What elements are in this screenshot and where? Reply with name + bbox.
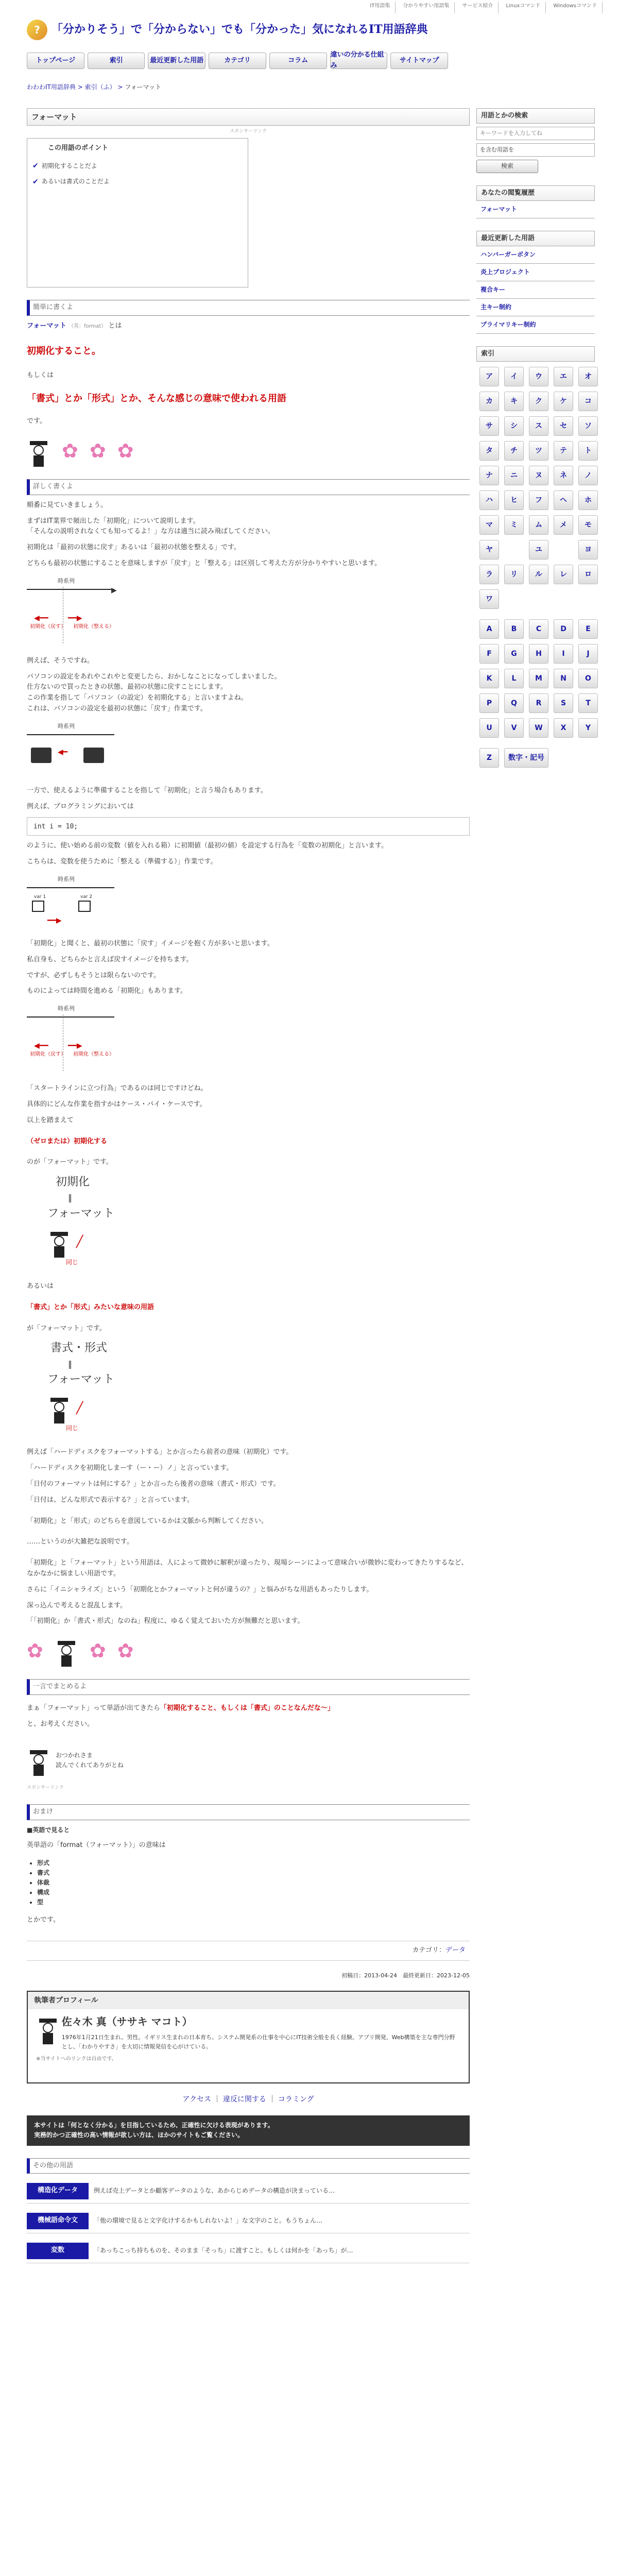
illustration-flowers bbox=[27, 435, 470, 467]
nav-category[interactable]: カテゴリ bbox=[209, 53, 266, 69]
nav-recent[interactable]: 最近更新した用語 bbox=[148, 53, 205, 69]
paragraph: 順番に見ていきましょう。 bbox=[27, 501, 108, 509]
index-key[interactable]: A bbox=[479, 619, 499, 639]
related-item[interactable] bbox=[27, 2239, 470, 2263]
teacher-icon bbox=[47, 1227, 71, 1258]
search-button[interactable]: 検索 bbox=[476, 160, 538, 173]
paragraph: この作業を指して「パソコン（の設定）を初期化する」と言いますよね。 bbox=[27, 694, 248, 702]
nav-difference[interactable]: 違いの分かる仕組み bbox=[330, 53, 388, 69]
timeline-axis bbox=[27, 1016, 114, 1018]
index-key[interactable]: N bbox=[554, 669, 573, 688]
index-key[interactable]: X bbox=[554, 718, 573, 738]
paragraph: 「初期化」と「形式」のどちらを意図しているかは文脈から判断してください。 bbox=[27, 1517, 268, 1525]
sidebar bbox=[476, 108, 595, 773]
arrow-right-icon: ▶ bbox=[111, 586, 117, 595]
paragraph: パソコンの設定をあれやこれやと変更したら、おかしなことになってしまいました。 bbox=[27, 672, 281, 681]
diagram-label: var 1 bbox=[34, 894, 46, 900]
point-text: あるいは書式のことだよ bbox=[41, 178, 110, 185]
term-en: （英：format） bbox=[68, 324, 107, 330]
index-key[interactable]: ニ bbox=[504, 466, 524, 485]
list-item: • 型 bbox=[37, 1897, 470, 1907]
easy-term-line bbox=[27, 321, 470, 332]
footer-link[interactable]: 違反に関する bbox=[222, 2095, 266, 2104]
index-key[interactable]: E bbox=[578, 619, 598, 639]
top-link[interactable]: Windowsコマンド bbox=[553, 2, 603, 13]
diagram-label: 時系列 bbox=[58, 1005, 75, 1012]
index-key[interactable]: ケ bbox=[554, 392, 573, 411]
main-content bbox=[27, 108, 470, 2263]
index-key[interactable]: ホ bbox=[578, 490, 598, 510]
index-key[interactable]: シ bbox=[504, 416, 524, 436]
index-key[interactable]: セ bbox=[554, 416, 573, 436]
paragraph: 「日付のフォーマットは何にする？」とか言ったら後者の意味（書式・形式）です。 bbox=[27, 1480, 280, 1488]
index-key[interactable]: F bbox=[479, 644, 499, 664]
thanks-text: 読んでくれてありがとね bbox=[56, 1761, 124, 1769]
index-key[interactable]: ハ bbox=[479, 490, 499, 510]
diagram-label: 時系列 bbox=[58, 577, 75, 584]
nav-top[interactable]: トップページ bbox=[27, 53, 84, 69]
figure-caption: 同じ bbox=[66, 1259, 79, 1266]
end-text: です。 bbox=[27, 417, 46, 426]
variable-box bbox=[78, 901, 91, 912]
index-key[interactable]: ユ bbox=[529, 540, 548, 560]
top-link[interactable]: Linuxコマンド bbox=[506, 2, 546, 13]
index-key[interactable]: P bbox=[479, 693, 499, 713]
index-key[interactable]: H bbox=[529, 644, 548, 664]
thanks-box bbox=[27, 1745, 470, 1776]
timeline-axis bbox=[27, 887, 114, 888]
index-key[interactable]: I bbox=[554, 644, 573, 664]
index-key[interactable]: ヘ bbox=[554, 490, 573, 510]
teacher-icon bbox=[32, 141, 39, 148]
index-key[interactable]: U bbox=[479, 718, 499, 738]
index-key[interactable]: ネ bbox=[554, 466, 573, 485]
paragraph: ……というのが大雑把な説明です。 bbox=[27, 1538, 133, 1546]
recent-item[interactable]: プライマリキー制約 bbox=[476, 316, 595, 334]
recent-item[interactable]: 複合キー bbox=[476, 281, 595, 299]
list-item: • 構成 bbox=[37, 1888, 470, 1897]
point-text: 初期化することだよ bbox=[41, 162, 97, 170]
index-key[interactable]: タ bbox=[479, 441, 499, 461]
related-text: 「他の環境で見ると文字化けするかもしれないよ！」な文字のこと。もうちょん… bbox=[94, 2217, 323, 2225]
summary-text: まぁ「フォーマット」って単語が出てきたら bbox=[27, 1704, 160, 1712]
breadcrumb-index[interactable]: 索引（ふ） bbox=[84, 83, 116, 91]
index-key[interactable]: チ bbox=[504, 441, 524, 461]
thanks-text: おつかれさま bbox=[56, 1752, 93, 1759]
index-key[interactable]: ラ bbox=[479, 565, 499, 584]
index-key[interactable]: B bbox=[504, 619, 524, 639]
arrow-left-icon: ◀━ bbox=[58, 748, 68, 756]
history-heading: あなたの閲覧履歴 bbox=[476, 185, 595, 201]
author-name: 佐々木 真（ササキ マコト） bbox=[61, 2015, 193, 2028]
index-key[interactable]: リ bbox=[504, 565, 524, 584]
index-key[interactable]: ム bbox=[529, 515, 548, 535]
paragraph: 例えば、プログラミングにおいては bbox=[27, 802, 134, 810]
breadcrumb-home[interactable]: わわわIT用語辞典 bbox=[27, 83, 76, 91]
recent-item[interactable]: 主キー制約 bbox=[476, 299, 595, 316]
search-heading: 用語とかの検索 bbox=[476, 108, 595, 124]
date-line bbox=[27, 1971, 470, 1980]
author-bio: 1976年1月21日生まれ。男性。イギリス生まれの日本育ち。システム開発系の仕事を中心にIT技術全般を長く経験。アプリ開発、Web構築を主な専門分野とし、「わかりやすさ」を大切に情報発信を心がけている。 bbox=[61, 2034, 455, 2050]
paragraph: 「「初期化」か「書式・形式」なのね」程度に、ゆるく覚えておいた方が無難だと思います。 bbox=[27, 1617, 304, 1625]
figure-word: フォーマット bbox=[47, 1373, 115, 1386]
index-key[interactable]: ク bbox=[529, 392, 548, 411]
teacher-icon bbox=[27, 1745, 50, 1776]
summary-highlight: 「初期化すること、もしくは「書式」のことなんだな〜」 bbox=[160, 1704, 334, 1712]
paragraph: 仕方ないので買ったときの状態、最初の状態に戻すことにします。 bbox=[27, 683, 227, 691]
page-title: フォーマット bbox=[27, 108, 470, 126]
index-key[interactable]: ヌ bbox=[529, 466, 548, 485]
extra-subheading: ■英語で見ると bbox=[27, 1826, 70, 1834]
notice-text: 実務的かつ正確性の高い情報が欲しい方は、ほかのサイトもご覧ください。 bbox=[34, 2131, 244, 2139]
index-key[interactable]: レ bbox=[554, 565, 573, 584]
paragraph: 深っ込んで考えると混乱します。 bbox=[27, 1601, 127, 1609]
recent-heading: 最近更新した用語 bbox=[476, 231, 595, 246]
nav-sitemap[interactable]: サイトマップ bbox=[390, 53, 448, 69]
kana-index-grid bbox=[476, 362, 595, 614]
index-key[interactable]: ト bbox=[578, 441, 598, 461]
category-link[interactable]: データ bbox=[445, 1946, 466, 1955]
nav-column[interactable]: コラム bbox=[269, 53, 327, 69]
index-key[interactable]: ヨ bbox=[578, 540, 598, 560]
diagram-label: 初期化（戻す） bbox=[30, 1052, 66, 1058]
category-line bbox=[27, 1941, 470, 1961]
recent-item[interactable]: 炎上プロジェクト bbox=[476, 264, 595, 281]
diagram-label: 時系列 bbox=[58, 875, 75, 883]
diagram-label: var 2 bbox=[80, 894, 93, 900]
created-date: 初稿日：2013-04-24 bbox=[341, 1972, 398, 1979]
history-item[interactable]: フォーマット bbox=[476, 201, 595, 218]
timeline-axis bbox=[27, 589, 114, 590]
index-key[interactable]: マ bbox=[479, 515, 499, 535]
section-heading-detail: 詳しく書くよ bbox=[27, 479, 470, 495]
summary-line bbox=[27, 1703, 470, 1714]
index-key[interactable]: G bbox=[504, 644, 524, 664]
diagram-label: 初期化（整える） bbox=[73, 623, 114, 630]
index-key[interactable]: ス bbox=[529, 416, 548, 436]
check-icon: ✔ bbox=[32, 162, 39, 171]
section-heading-easy: 簡単に書くよ bbox=[27, 300, 470, 316]
illustration-flowers bbox=[27, 1635, 470, 1667]
related-text: 例えば売上データとか顧客データのような、あからじめデータの構造が決まっている… bbox=[94, 2187, 335, 2195]
related-tag[interactable]: 機械語命令文 bbox=[27, 2213, 89, 2229]
flower-icon: ✿ bbox=[62, 439, 78, 463]
point-item bbox=[32, 160, 243, 172]
author-avatar bbox=[36, 2013, 54, 2044]
list-item: • 書式 bbox=[37, 1868, 470, 1878]
equals-icon: ‖ bbox=[68, 1359, 72, 1369]
index-key[interactable]: ノ bbox=[578, 466, 598, 485]
index-key[interactable]: D bbox=[554, 619, 573, 639]
search-input[interactable] bbox=[476, 127, 595, 140]
index-key[interactable]: エ bbox=[554, 367, 573, 386]
pc-reset-diagram bbox=[27, 722, 161, 778]
section-heading-extra: おまけ bbox=[27, 1804, 470, 1820]
arrow-right-icon: ━━▶ bbox=[68, 614, 82, 622]
footer-link[interactable]: コラミング bbox=[278, 2095, 314, 2104]
related-item[interactable] bbox=[27, 2179, 470, 2204]
paragraph: ものによっては時間を進める「初期化」もあります。 bbox=[27, 987, 187, 995]
diagram-label: 初期化（戻す） bbox=[30, 623, 66, 630]
paragraph: ですが、必ずしもそうとは限らないのです。 bbox=[27, 971, 160, 979]
index-key[interactable]: ロ bbox=[578, 565, 598, 584]
paragraph: 英単語の「format（フォーマット）」の意味は bbox=[27, 1841, 166, 1849]
index-key[interactable]: ソ bbox=[578, 416, 598, 436]
index-key[interactable]: コ bbox=[578, 392, 598, 411]
paragraph: が「フォーマット」です。 bbox=[27, 1324, 106, 1332]
index-key[interactable]: イ bbox=[504, 367, 524, 386]
paragraph: 私自身も、どちらかと言えば戻すイメージを持ちます。 bbox=[27, 955, 193, 963]
flower-icon: ✿ bbox=[89, 439, 106, 463]
arrow-right-icon: ━━▶ bbox=[68, 1042, 82, 1050]
point-title: この用語のポイント bbox=[48, 144, 109, 152]
def-2: 「書式」とか「形式」とか、そんな感じの意味で使われる用語 bbox=[27, 393, 286, 404]
index-key[interactable]: ナ bbox=[479, 466, 499, 485]
def-1: 初期化すること。 bbox=[27, 345, 101, 357]
term-suffix: とは bbox=[108, 322, 122, 330]
site-title[interactable]: 「分かりそう」で「分からない」でも「分かった」気になれるIT用語辞典 bbox=[52, 23, 428, 37]
paragraph: 一方で、使えるように準備することを指して「初期化」と言う場合もあります。 bbox=[27, 786, 267, 794]
paragraph: さらに「イニシャライズ」という「初期化とかフォーマットと何が違うの？」と悩みがちな用語もあったりします。 bbox=[27, 1585, 373, 1594]
flower-icon: ✿ bbox=[117, 439, 134, 463]
paragraph: のが「フォーマット」です。 bbox=[27, 1158, 113, 1166]
paragraph: 「日付は、どんな形式で表示する？」と言っています。 bbox=[27, 1496, 194, 1504]
variable-diagram bbox=[27, 875, 161, 931]
arrow-left-icon: ◀━━ bbox=[34, 1042, 48, 1050]
paragraph: とかです。 bbox=[27, 1916, 60, 1924]
flower-icon: ✿ bbox=[89, 1639, 106, 1663]
index-key[interactable]: C bbox=[529, 619, 548, 639]
paragraph: どちらも最初の状態にすることを意味しますが「戻す」と「整える」は区別して考えた方が分かりやすいと思います。 bbox=[27, 559, 381, 567]
index-key[interactable]: ヒ bbox=[504, 490, 524, 510]
teacher-icon bbox=[47, 1393, 71, 1423]
index-key[interactable]: ツ bbox=[529, 441, 548, 461]
index-key[interactable]: ミ bbox=[504, 515, 524, 535]
index-key[interactable]: K bbox=[479, 669, 499, 688]
alpha-index-grid bbox=[476, 614, 595, 743]
index-key[interactable]: サ bbox=[479, 416, 499, 436]
site-logo-icon[interactable]: ? bbox=[27, 20, 47, 40]
figure-word: 初期化 bbox=[56, 1176, 90, 1189]
figure-word: フォーマット bbox=[47, 1207, 115, 1220]
breadcrumb: わわわIT用語辞典 > 索引（ふ） > フォーマット bbox=[27, 83, 162, 91]
index-key[interactable]: ヤ bbox=[479, 540, 499, 560]
index-key[interactable]: L bbox=[504, 669, 524, 688]
index-key[interactable]: V bbox=[504, 718, 524, 738]
paragraph: こちらは、変数を使うために「整える（準備する）」作業です。 bbox=[27, 858, 217, 866]
equation-figure bbox=[27, 1173, 470, 1276]
index-key[interactable]: フ bbox=[529, 490, 548, 510]
paragraph: 「そんなの説明されなくても知ってるよ！」な方は適当に読み飛ばしてください。 bbox=[27, 528, 275, 536]
site-header bbox=[0, 13, 618, 46]
paragraph: まずはIT業界で頻出した「初期化」について説明します。 bbox=[27, 517, 200, 525]
point-header bbox=[32, 141, 243, 156]
diagram-label: 初期化（整える） bbox=[73, 1052, 114, 1058]
index-key[interactable]: オ bbox=[578, 367, 598, 386]
index-key[interactable]: ル bbox=[529, 565, 548, 584]
related-tag[interactable]: 構造化データ bbox=[27, 2183, 89, 2199]
paragraph: これは、パソコンの設定を最初の状態に「戻す」作業です。 bbox=[27, 704, 207, 713]
timeline-diagram-both bbox=[27, 1004, 161, 1076]
index-key[interactable]: S bbox=[554, 693, 573, 713]
index-key[interactable]: J bbox=[578, 644, 598, 664]
related-text: 「あっちこっち持ちものを、そのまま「そっち」に渡すこと。もしくは何かを「あっち」が… bbox=[94, 2247, 353, 2255]
summary-text: と、お考えください。 bbox=[27, 1720, 94, 1728]
index-key[interactable]: ア bbox=[479, 367, 499, 386]
footer-link[interactable]: アクセス bbox=[182, 2095, 212, 2104]
breadcrumb-current: フォーマット bbox=[125, 83, 162, 91]
index-key[interactable]: キ bbox=[504, 392, 524, 411]
teacher-icon bbox=[55, 1636, 78, 1667]
term: フォーマット bbox=[27, 322, 66, 330]
paragraph: 具体的にどんな作業を指すかはケース・バイ・ケースです。 bbox=[27, 1100, 207, 1108]
pointer-icon: ╱ bbox=[76, 1235, 83, 1249]
paragraph: 「初期化」と聞くと、最初の状態に「戻す」イメージを抱く方が多いと思います。 bbox=[27, 939, 274, 947]
section-heading-summary: 一言でまとめるよ bbox=[27, 1679, 470, 1695]
profile-heading: 執筆者プロフィール bbox=[28, 1992, 469, 2009]
index-key[interactable]: W bbox=[529, 718, 548, 738]
arrow-left-icon: ◀━━ bbox=[34, 614, 48, 622]
teacher-icon bbox=[27, 436, 50, 467]
category-label: カテゴリ： bbox=[412, 1946, 445, 1955]
equation-figure bbox=[27, 1339, 470, 1442]
check-icon: ✔ bbox=[32, 177, 39, 186]
notice-text: 本サイトは「何となく分かる」を目指しているため、正確性に欠ける表現があります。 bbox=[34, 2122, 274, 2129]
nav-index[interactable]: 索引 bbox=[88, 53, 145, 69]
index-key[interactable]: M bbox=[529, 669, 548, 688]
variable-box bbox=[32, 901, 44, 912]
list-item: • 形式 bbox=[37, 1858, 470, 1868]
paragraph: 以上を踏まえて bbox=[27, 1116, 74, 1124]
related-tag[interactable]: 変数 bbox=[27, 2243, 89, 2259]
index-key[interactable]: O bbox=[578, 669, 598, 688]
index-key[interactable]: Y bbox=[578, 718, 598, 738]
paragraph: 初期化は「最初の状態に戻す」あるいは「最初の状態を整える」です。 bbox=[27, 544, 241, 552]
ad-label: スポンサーリンク bbox=[230, 129, 267, 134]
index-key[interactable]: カ bbox=[479, 392, 499, 411]
paragraph: 「初期化」と「フォーマット」という用語は、人によって微妙に解釈が違ったり、現場シーンによって意味合いが微妙に変わってきたりするなど、なかなかに悩ましい用語です。 bbox=[27, 1559, 468, 1578]
pointer-icon: ╱ bbox=[76, 1401, 83, 1415]
pc-icon bbox=[83, 748, 104, 763]
index-key-digits[interactable]: 数字・記号 bbox=[504, 748, 548, 768]
timeline-diagram-reset bbox=[27, 577, 161, 649]
figure-word: 書式・形式 bbox=[50, 1342, 108, 1355]
top-link[interactable]: 分かりやすい用語集 bbox=[403, 2, 455, 13]
index-key[interactable]: メ bbox=[554, 515, 573, 535]
paragraph: 「スタートラインに立つ行為」であるのは同じですけどね。 bbox=[27, 1084, 208, 1093]
diagram-label: 時系列 bbox=[58, 722, 75, 730]
related-item[interactable] bbox=[27, 2209, 470, 2233]
author-profile bbox=[27, 1991, 470, 2083]
code-block: int i = 10; bbox=[27, 817, 470, 836]
paragraph: のように、使い始める前の変数（値を入れる箱）に初期値（最初の値）を設定する行為を「変数の初期化」と言います。 bbox=[27, 842, 388, 850]
disclaimer-notice bbox=[27, 2115, 470, 2145]
or-text: もしくは bbox=[27, 371, 54, 379]
index-heading: 索引 bbox=[476, 346, 595, 362]
meaning-list bbox=[37, 1858, 470, 1908]
top-links bbox=[0, 0, 618, 13]
footer-links: アクセス ｜ 違反に関する ｜ コラミング bbox=[182, 2095, 314, 2104]
pc-icon bbox=[31, 748, 52, 763]
paragraph: 「ハードディスクを初期化しまーす（ー・ー）ノ」と言っています。 bbox=[27, 1464, 233, 1472]
point-item bbox=[32, 176, 243, 188]
paragraph: 例えば「ハードディスクをフォーマットする」とか言ったら前者の意味（初期化）です。 bbox=[27, 1448, 293, 1456]
top-link[interactable]: サービス紹介 bbox=[462, 2, 499, 13]
index-key[interactable]: ワ bbox=[479, 589, 499, 609]
index-key[interactable]: R bbox=[529, 693, 548, 713]
top-link[interactable]: IT用語集 bbox=[370, 2, 396, 13]
recent-item[interactable]: ハンバーガーボタン bbox=[476, 246, 595, 264]
flower-icon: ✿ bbox=[27, 1639, 43, 1663]
point-box bbox=[27, 138, 248, 287]
figure-caption: 同じ bbox=[66, 1425, 79, 1432]
index-key[interactable]: モ bbox=[578, 515, 598, 535]
digit-index-grid bbox=[476, 743, 595, 773]
updated-date: 最終更新日：2023-12-05 bbox=[403, 1972, 470, 1979]
timeline-axis bbox=[27, 734, 114, 735]
global-nav bbox=[27, 53, 448, 69]
paragraph: あるいは bbox=[27, 1282, 54, 1291]
equals-icon: ‖ bbox=[68, 1193, 72, 1203]
paragraph: 例えば、そうですね。 bbox=[27, 656, 94, 665]
index-key-z[interactable]: Z bbox=[479, 748, 499, 768]
index-key[interactable]: ウ bbox=[529, 367, 548, 386]
flower-icon: ✿ bbox=[117, 1639, 134, 1663]
ad-label: スポンサーリンク bbox=[27, 1785, 64, 1791]
highlight-text: 「書式」とか「形式」みたいな意味の用語 bbox=[27, 1303, 154, 1311]
highlight-text: （ゼロまたは）初期化する bbox=[27, 1137, 108, 1145]
arrow-right-icon: ━━▶ bbox=[47, 916, 62, 925]
index-key[interactable]: Q bbox=[504, 693, 524, 713]
section-heading-related: その他の用語 bbox=[27, 2158, 470, 2174]
search-mode-select[interactable]: を含む用語を bbox=[476, 143, 595, 157]
list-item: • 体裁 bbox=[37, 1878, 470, 1888]
index-key[interactable]: T bbox=[578, 693, 598, 713]
profile-note: ※当サイトへのリンクは自由です。 bbox=[36, 2056, 117, 2062]
index-key[interactable]: テ bbox=[554, 441, 573, 461]
